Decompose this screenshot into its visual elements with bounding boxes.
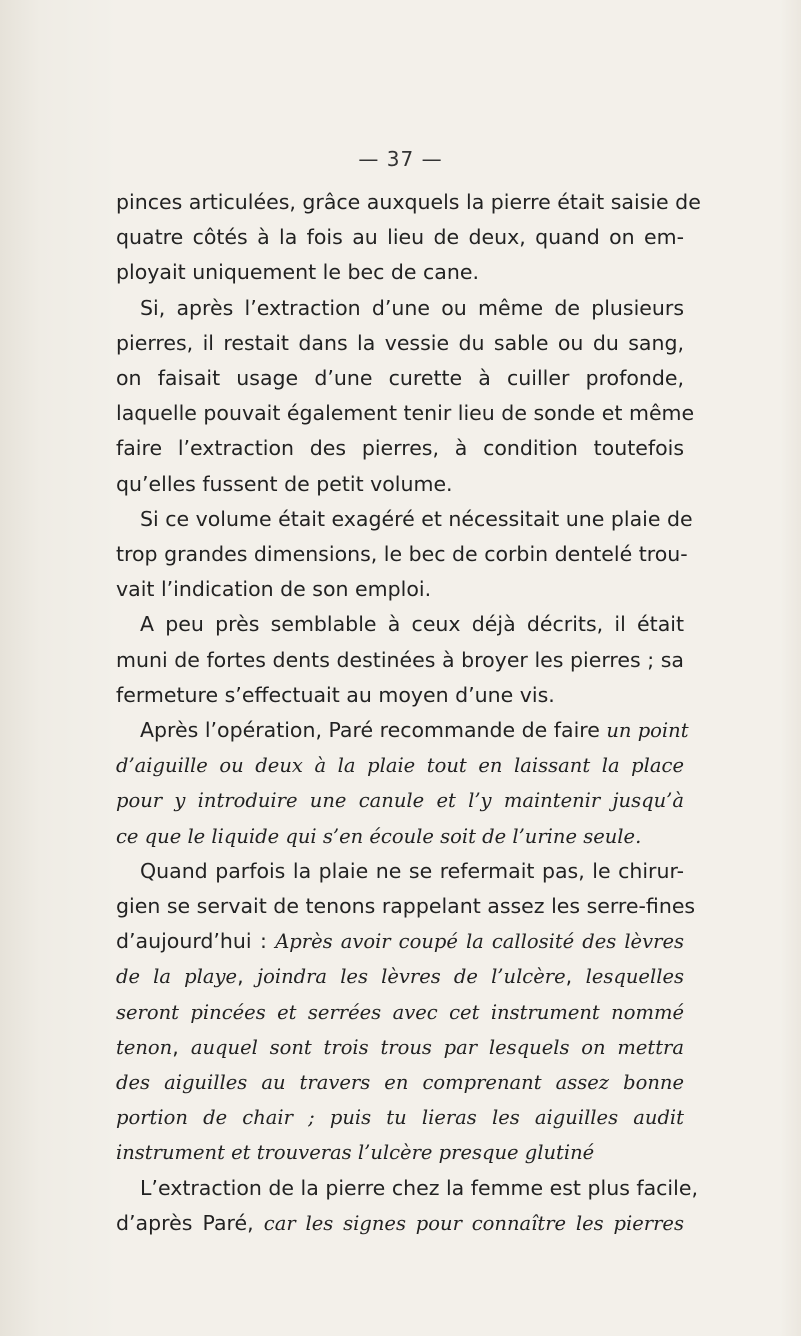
italic-segment: des aiguilles au travers en comprenant assez bonne [116,1071,684,1095]
text-segment: ployait uniquement le bec de cane. [116,260,479,285]
italic-segment: pour y introduire une canule et l’y maintenir jusqu’à [116,789,684,813]
text-line [116,607,684,642]
text-segment: fermeture s’effectuait au moyen d’une vis. [116,682,555,707]
text-line [116,326,684,361]
text-segment: pinces articulées, grâce auxquels la pierre était saisie de [116,190,701,214]
text-line [116,748,684,783]
text-line [116,678,684,713]
italic-segment: instrument et trouveras l’ulcère presque glutiné [116,1141,595,1165]
italic-segment: d’aiguille ou deux à la plaie tout en laissant la place [116,754,684,778]
text-line [116,819,684,854]
text-line [116,220,684,255]
text-line [116,467,684,502]
text-segment: , [237,964,258,989]
italic-segment: seront pincées et serrées avec cet instrument nommé [116,1000,684,1024]
text-segment: d’aujourd’hui : [116,929,276,954]
body-text [116,185,701,1241]
text-line [116,431,684,466]
text-line [116,185,701,220]
text-line [116,1065,684,1100]
italic-segment: auquel sont trois trous par lesquels on mettra [190,1035,684,1059]
text-segment: A peu près semblable à ceux déjà décrits, il était [140,612,684,637]
text-line [116,1206,684,1241]
text-segment: gien se servait de tenons rappelant assez les serre-fines [116,894,696,919]
text-segment: Si, après l’extraction d’une ou même de plusieurs [140,295,684,320]
text-segment: , [565,964,586,989]
text-line [116,995,684,1030]
text-line [116,291,684,326]
text-line [116,361,684,396]
italic-segment: tenon [116,1035,173,1059]
text-segment: Si ce volume était exagéré et nécessitait une plaie de [140,506,693,531]
text-segment: faire l’extraction des pierres, à condition toutefois [116,436,684,461]
text-line [116,255,684,290]
italic-segment: Après avoir coupé la callosité des lèvres [275,930,684,954]
text-line [116,572,684,607]
italic-segment: portion de chair ; puis tu lieras les aiguilles audit [116,1106,684,1130]
text-segment: L’extraction de la pierre chez la femme est plus facile, [140,1175,698,1200]
text-line [116,713,689,748]
italic-segment: ce que le liquide qui s’en écoule soit de l’urine seule. [116,824,642,848]
text-segment: qu’elles fussent de petit volume. [116,471,453,496]
text-line [116,643,684,678]
text-line [116,1135,684,1170]
italic-segment: un point [606,719,689,743]
text-line [116,1030,684,1065]
italic-segment: joindra les lèvres de l’ulcère [257,965,566,989]
text-segment: pierres, il restait dans la vessie du sable ou du sang, [116,330,684,355]
italic-segment: car les signes pour connaître les pierres [263,1211,684,1235]
text-line [116,502,693,537]
text-segment: laquelle pouvait également tenir lieu de sonde et même [116,401,695,426]
text-segment: d’après Paré, [116,1210,264,1235]
page-number: — 37 — [358,147,443,171]
text-segment: trop grandes dimensions, le bec de corbin dentelé trou- [116,542,688,567]
text-segment: , [172,1034,191,1059]
text-line [116,1171,698,1206]
text-line [116,854,684,889]
text-segment: quatre côtés à la fois au lieu de deux, quand on em- [116,225,684,250]
text-line [116,959,684,994]
text-line [116,924,684,959]
text-segment: vait l’indication de son emploi. [116,577,432,602]
text-segment: muni de fortes dents destinées à broyer les pierres ; sa [116,647,684,672]
text-line [116,1100,684,1135]
text-line [116,396,695,431]
text-segment: Après l’opération, Paré recommande de faire [140,718,607,743]
text-line [116,783,684,818]
text-line [116,537,688,572]
italic-segment: lesquelles [585,965,684,989]
italic-segment: de la playe [116,965,238,989]
text-segment: on faisait usage d’une curette à cuiller profonde, [116,366,684,391]
text-line [116,889,696,924]
text-segment: Quand parfois la plaie ne se refermait pas, le chirur- [140,858,684,883]
